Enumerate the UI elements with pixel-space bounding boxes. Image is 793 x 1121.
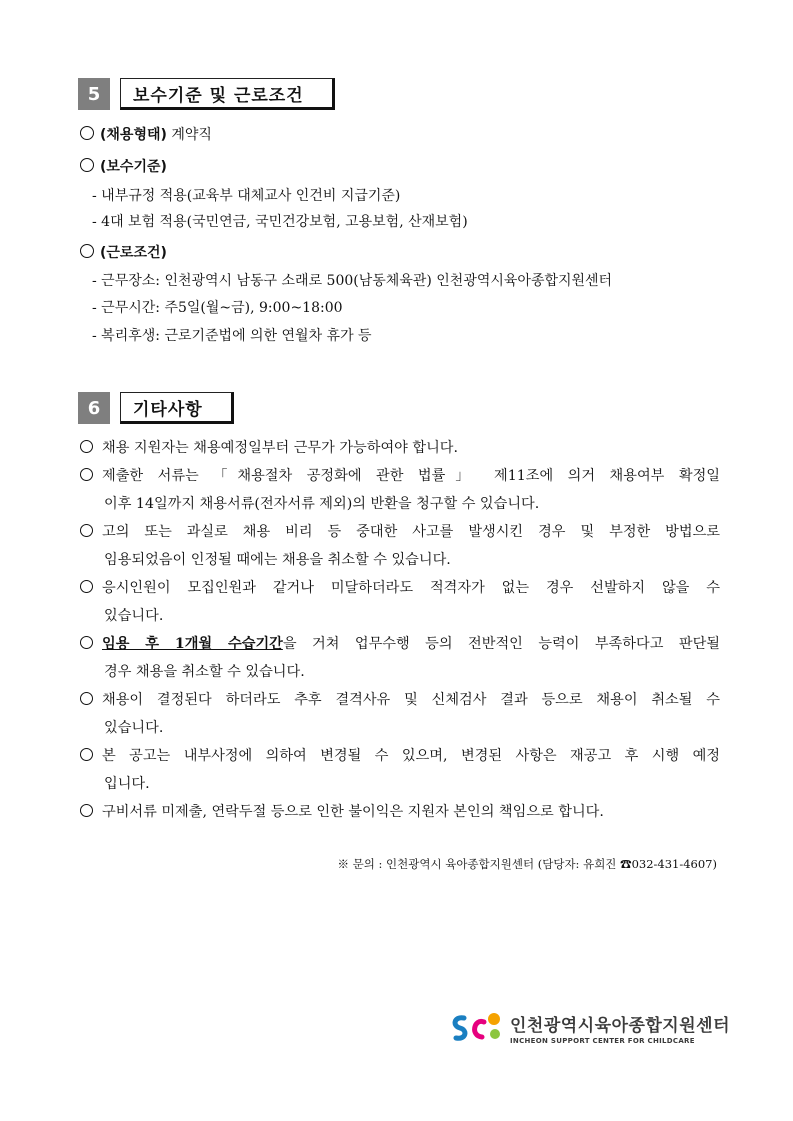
circle-bullet-icon xyxy=(80,804,93,817)
notice-text-continued: 임용되었음이 인정될 때에는 채용을 취소할 수 있습니다. xyxy=(104,552,451,568)
circle-bullet-icon xyxy=(80,580,93,593)
notice-item xyxy=(80,434,720,462)
condition-item: - 근무시간: 주5일(월~금), 9:00~18:00 xyxy=(92,300,343,316)
notice-text-continued: 이후 14일까지 채용서류(전자서류 제외)의 반환을 청구할 수 있습니다. xyxy=(104,496,540,512)
notice-item xyxy=(80,574,720,630)
circle-bullet-icon xyxy=(80,126,94,140)
work-conditions-label: (근로조건) xyxy=(100,245,167,261)
notice-item xyxy=(80,518,720,574)
notice-item xyxy=(80,798,720,826)
section-5-header xyxy=(78,78,335,110)
condition-item: - 근무장소: 인천광역시 남동구 소래로 500(남동체육관) 인천광역시육아종합지원센터 xyxy=(92,273,613,289)
center-logo-icon xyxy=(450,1010,504,1046)
probation-emphasis: 임용 후 1개월 수습기간 xyxy=(102,636,283,652)
section-title: 보수기준 및 근로조건 xyxy=(120,78,335,110)
notice-text: 본 공고는 내부사정에 의하여 변경될 수 있으며, 변경된 사항은 재공고 후 시행 예정 xyxy=(102,748,720,764)
notice-text-continued: 경우 채용을 취소할 수 있습니다. xyxy=(104,664,305,680)
notice-text: 채용 지원자는 채용예정일부터 근무가 가능하여야 합니다. xyxy=(102,440,458,456)
circle-bullet-icon xyxy=(80,524,93,537)
employment-type-line xyxy=(80,124,212,144)
notice-text: 응시인원이 모집인원과 같거나 미달하더라도 적격자가 없는 경우 선발하지 않을 수 xyxy=(102,580,720,596)
notice-item xyxy=(80,686,720,742)
employment-type-value: 계약직 xyxy=(166,127,212,143)
notice-item xyxy=(80,462,720,518)
circle-bullet-icon xyxy=(80,468,93,481)
center-name-korean: 인천광역시육아종합지원센터 xyxy=(510,1016,730,1036)
pay-standard-label: (보수기준) xyxy=(100,159,167,175)
section-number: 5 xyxy=(78,78,110,110)
circle-bullet-icon xyxy=(80,692,93,705)
notice-text-continued: 있습니다. xyxy=(104,608,164,624)
center-logo xyxy=(450,1010,730,1046)
condition-item: - 복리후생: 근로기준법에 의한 연월차 휴가 등 xyxy=(92,328,372,344)
notice-text-continued: 있습니다. xyxy=(104,720,164,736)
notice-text: 구비서류 미제출, 연락두절 등으로 인한 불이익은 지원자 본인의 책임으로 합니다. xyxy=(102,804,604,820)
circle-bullet-icon xyxy=(80,440,93,453)
pay-item: - 내부규정 적용(교육부 대체교사 인건비 지급기준) xyxy=(92,188,401,204)
notice-text: 제출한 서류는 「채용절차 공정화에 관한 법률」 제11조에 의거 채용여부 확정일 xyxy=(102,468,720,484)
circle-bullet-icon xyxy=(80,158,94,172)
circle-bullet-icon xyxy=(80,636,93,649)
notice-text-continued: 입니다. xyxy=(104,776,150,792)
pay-item: - 4대 보험 적용(국민연금, 국민건강보험, 고용보험, 산재보험) xyxy=(92,214,468,230)
notice-text: 고의 또는 과실로 채용 비리 등 중대한 사고를 발생시킨 경우 및 부정한 방법으로 xyxy=(102,524,720,540)
notice-text: 을 거쳐 업무수행 등의 전반적인 능력이 부족하다고 판단될 xyxy=(282,636,720,652)
notice-item xyxy=(80,630,720,686)
section-title: 기타사항 xyxy=(120,392,234,424)
work-conditions-heading xyxy=(80,242,167,262)
contact-info: ※ 문의 : 인천광역시 육아종합지원센터 (담당자: 유희진 ☎032-431-4607) xyxy=(337,857,717,871)
notice-text: 채용이 결정된다 하더라도 추후 결격사유 및 신체검사 결과 등으로 채용이 취소될 수 xyxy=(102,692,720,708)
pay-standard-heading xyxy=(80,156,167,176)
section-6-header xyxy=(78,392,234,424)
notice-item xyxy=(80,742,720,798)
section-number: 6 xyxy=(78,392,110,424)
center-name-english: INCHEON SUPPORT CENTER FOR CHILDCARE xyxy=(510,1037,695,1045)
circle-bullet-icon xyxy=(80,748,93,761)
employment-type-label: (채용형태) xyxy=(100,127,167,143)
circle-bullet-icon xyxy=(80,244,94,258)
